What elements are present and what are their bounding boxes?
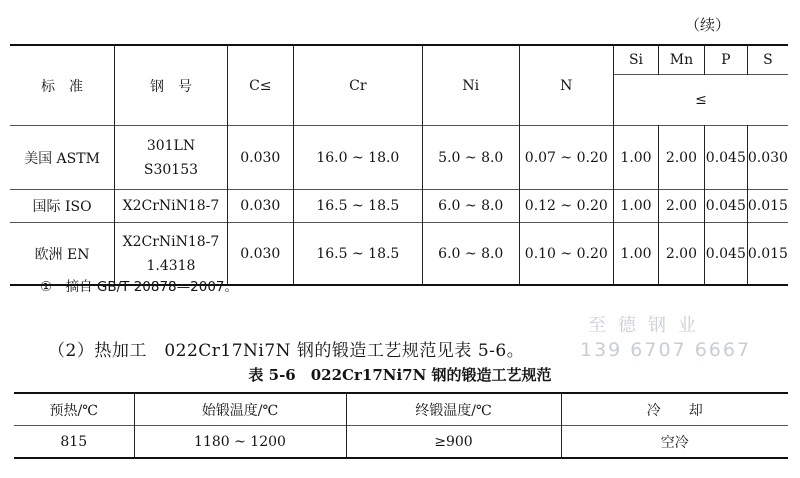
cell-mn: 2.00 bbox=[658, 223, 704, 286]
cell-n: 0.07 ~ 0.20 bbox=[519, 126, 614, 190]
cell-s: 0.015 bbox=[747, 190, 788, 223]
header-cr: Cr bbox=[293, 45, 422, 126]
cell-p: 0.045 bbox=[704, 190, 747, 223]
header-ni: Ni bbox=[423, 45, 519, 126]
cell-s: 0.030 bbox=[747, 126, 788, 190]
cell-ni: 6.0 ~ 8.0 bbox=[423, 223, 519, 286]
cell-cr: 16.5 ~ 18.5 bbox=[293, 190, 422, 223]
header-max-symbol: ≤ bbox=[614, 75, 788, 126]
header-si: Si bbox=[614, 45, 659, 75]
header-row bbox=[14, 393, 788, 426]
cell-finish-temp: ≥900 bbox=[346, 426, 561, 459]
cell-n: 0.10 ~ 0.20 bbox=[519, 223, 614, 286]
composition-table bbox=[10, 44, 788, 286]
table-row bbox=[10, 126, 788, 190]
header-row bbox=[10, 45, 788, 75]
cell-si: 1.00 bbox=[614, 190, 659, 223]
cell-s: 0.015 bbox=[747, 223, 788, 286]
cell-si: 1.00 bbox=[614, 126, 659, 190]
cell-standard: 美国 ASTM bbox=[10, 126, 115, 190]
forging-table bbox=[14, 392, 788, 459]
header-start-temp: 始锻温度/℃ bbox=[134, 393, 346, 426]
cell-grade bbox=[115, 190, 228, 223]
cell-cr: 16.0 ~ 18.0 bbox=[293, 126, 422, 190]
header-c: C≤ bbox=[227, 45, 293, 126]
table-caption: 表 5-6 022Cr17Ni7N 钢的锻造工艺规范 bbox=[248, 366, 552, 384]
header-p: P bbox=[704, 45, 747, 75]
cell-preheat: 815 bbox=[14, 426, 134, 459]
grade-line: S30153 bbox=[143, 161, 199, 178]
cell-standard: 欧洲 EN bbox=[10, 223, 115, 286]
cell-grade bbox=[115, 126, 228, 190]
header-mn: Mn bbox=[658, 45, 704, 75]
cell-standard: 国际 ISO bbox=[10, 190, 115, 223]
header-n: N bbox=[519, 45, 614, 126]
table-row bbox=[10, 190, 788, 223]
grade-line: 1.4318 bbox=[146, 257, 196, 274]
watermark-phone: 139 6707 6667 bbox=[580, 339, 752, 361]
cell-mn: 2.00 bbox=[658, 126, 704, 190]
cell-p: 0.045 bbox=[704, 126, 747, 190]
continued-label: （续） bbox=[684, 16, 730, 34]
cell-ni: 6.0 ~ 8.0 bbox=[423, 190, 519, 223]
cell-n: 0.12 ~ 0.20 bbox=[519, 190, 614, 223]
header-s: S bbox=[747, 45, 788, 75]
footnote: ① 摘自 GB/T 20878—2007。 bbox=[40, 279, 239, 295]
grade-line: X2CrNiN18-7 bbox=[122, 233, 220, 250]
header-grade: 钢 号 bbox=[115, 45, 228, 126]
header-standard: 标 准 bbox=[10, 45, 115, 126]
cell-c: 0.030 bbox=[227, 190, 293, 223]
cell-cooling: 空冷 bbox=[561, 426, 788, 459]
header-preheat: 预热/℃ bbox=[14, 393, 134, 426]
watermark-company: 至德钢业 bbox=[588, 315, 708, 336]
cell-c: 0.030 bbox=[227, 126, 293, 190]
table-row bbox=[14, 426, 788, 459]
cell-start-temp: 1180 ~ 1200 bbox=[134, 426, 346, 459]
header-finish-temp: 终锻温度/℃ bbox=[346, 393, 561, 426]
cell-ni: 5.0 ~ 8.0 bbox=[423, 126, 519, 190]
grade-line: 301LN bbox=[146, 137, 196, 154]
cell-si: 1.00 bbox=[614, 223, 659, 286]
body-paragraph: （2）热加工 022Cr17Ni7N 钢的锻造工艺规范见表 5-6。 bbox=[48, 341, 525, 361]
header-cooling: 冷 却 bbox=[561, 393, 788, 426]
cell-mn: 2.00 bbox=[658, 190, 704, 223]
grade-line: X2CrNiN18-7 bbox=[122, 198, 220, 214]
cell-p: 0.045 bbox=[704, 223, 747, 286]
cell-cr: 16.5 ~ 18.5 bbox=[293, 223, 422, 286]
cell-c: 0.030 bbox=[227, 223, 293, 286]
